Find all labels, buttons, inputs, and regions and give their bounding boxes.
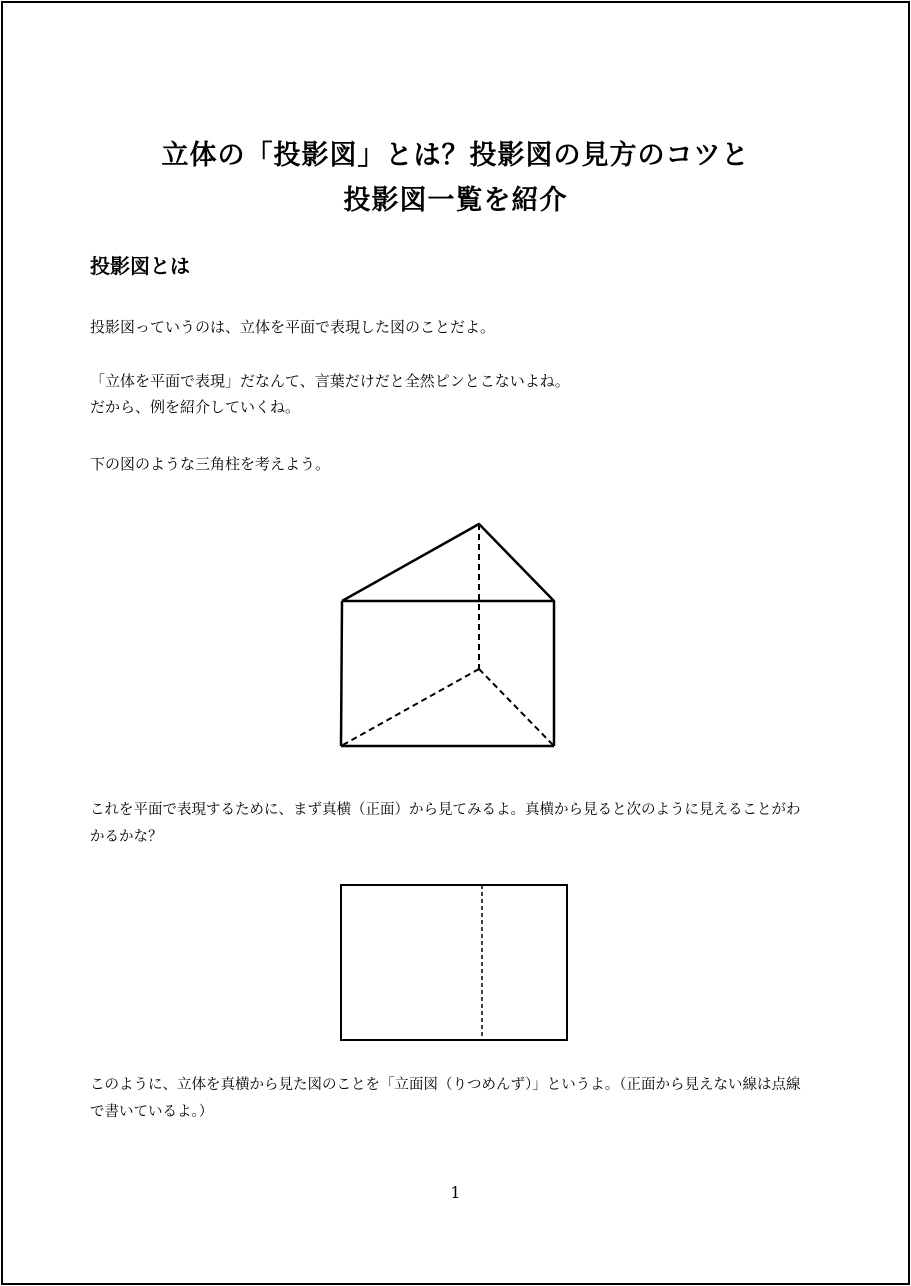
prism-hidden-bottom-right-edge (479, 669, 554, 746)
paragraph-definition: 投影図っていうのは、立体を平面で表現した図のことだよ。 (90, 318, 496, 336)
page-number: 1 (450, 1183, 461, 1202)
paragraph-elevation-definition (90, 1072, 830, 1126)
paragraph-front-view-intro-line-1: これを平面で表現するために、まず真横（正面）から見てみるよ。真横から見ると次のように見えることがわ (90, 802, 801, 818)
paragraph-elevation-definition-line-2: で書いているよ。） (90, 1104, 214, 1120)
triangular-prism-figure (330, 515, 570, 760)
page-title (0, 133, 911, 223)
page-title-line-1: 立体の「投影図」とは？投影図の見方のコツと (161, 140, 750, 171)
section-heading: 投影図とは (90, 254, 190, 278)
page-title-line-2: 投影図一覧を紹介 (343, 185, 568, 216)
prism-top-triangle-edges (342, 524, 554, 601)
paragraph-elevation-definition-line-1: このように、立体を真横から見た図のことを「立面図（りつめんず）」というよ。（正面から見えない線は点線 (90, 1077, 801, 1093)
paragraph-front-view-intro-line-2: かるかな？ (90, 829, 163, 845)
paragraph-explanation (90, 368, 570, 420)
paragraph-front-view-intro (90, 797, 830, 851)
elevation-view-outline (341, 885, 567, 1040)
paragraph-triangular-prism-intro: 下の図のような三角柱を考えよう。 (90, 455, 331, 473)
paragraph-explanation-line-2: だから、例を紹介していくね。 (90, 398, 301, 416)
elevation-view-figure (335, 878, 575, 1048)
prism-hidden-bottom-left-edge (341, 669, 479, 746)
paragraph-explanation-line-1: 「立体を平面で表現」だなんて、言葉だけだと全然ピンとこないよね。 (90, 372, 570, 390)
prism-front-left-edge (341, 601, 342, 746)
